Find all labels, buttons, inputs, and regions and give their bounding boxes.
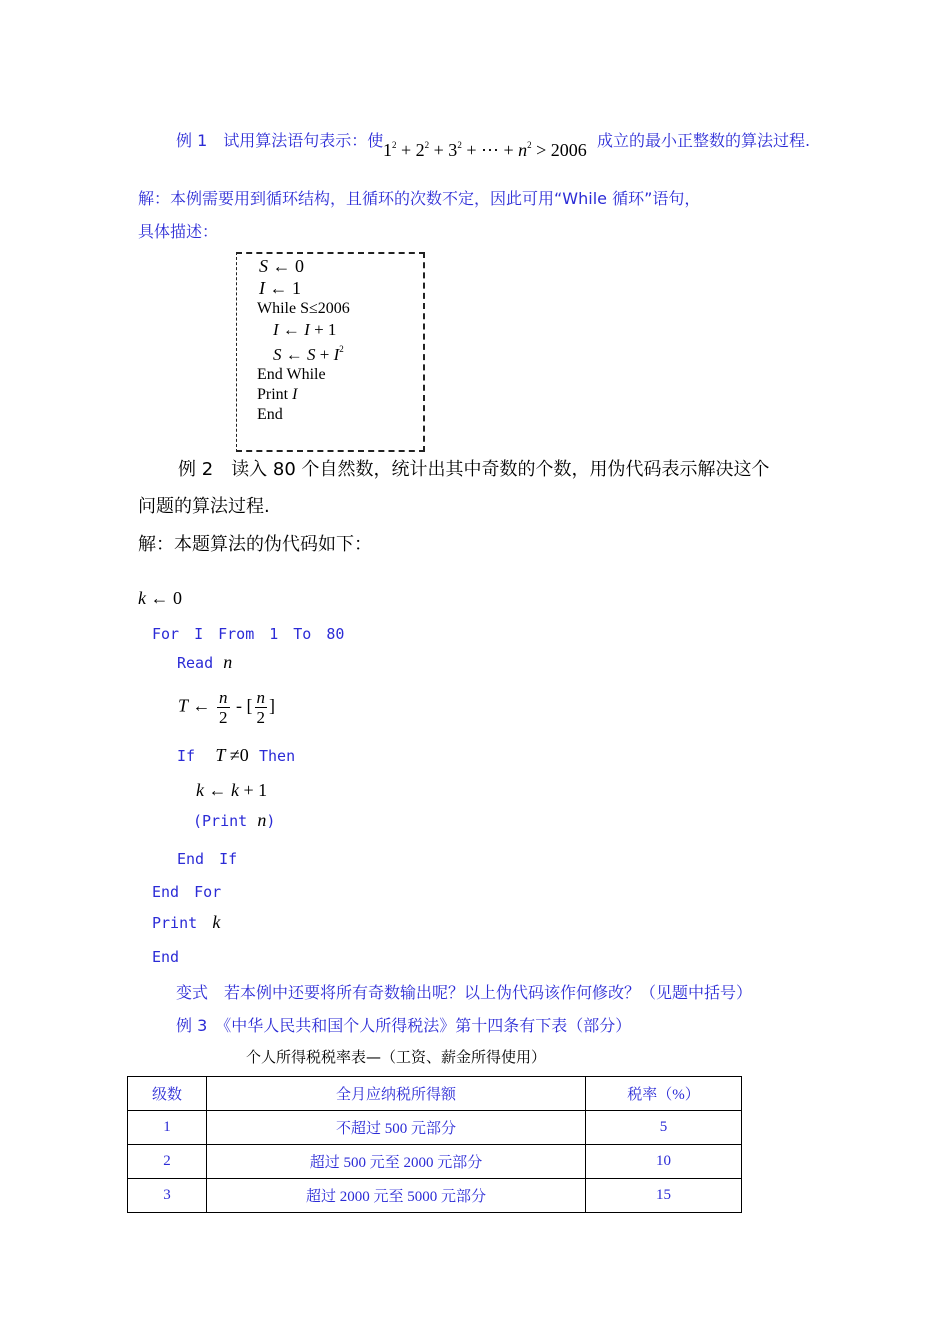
example1-solution-line1: 解：本例需要用到循环结构，且循环的次数不定，因此可用“While 循环”语句， bbox=[138, 189, 701, 208]
cell-income: 超过 2000 元至 5000 元部分 bbox=[207, 1179, 586, 1213]
pseudo-if: If T ≠0 Then bbox=[177, 745, 296, 765]
code-line-end-while: End While bbox=[257, 366, 326, 383]
code-line-s-init: S ← 0 bbox=[259, 256, 304, 276]
code-line-i-increment: I ← I + 1 bbox=[273, 320, 337, 339]
cell-level: 1 bbox=[128, 1111, 207, 1145]
cell-rate: 10 bbox=[586, 1145, 742, 1179]
example1-formula: $1^2 + 2^2 + 3^2$ + ⋯ + $n^2 > 2006$ bbox=[383, 140, 587, 160]
example2-solution: 解：本题算法的伪代码如下： bbox=[138, 534, 372, 555]
algorithm-code-box bbox=[236, 252, 425, 452]
cell-level: 2 bbox=[128, 1145, 207, 1179]
header-rate: 税率（%） bbox=[586, 1077, 742, 1111]
example1-suffix: 成立的最小正整数的算法过程. bbox=[597, 131, 811, 150]
pseudo-for: For I From 1 To 80 bbox=[152, 625, 345, 643]
cell-income: 不超过 500 元部分 bbox=[207, 1111, 586, 1145]
pseudo-end: End bbox=[152, 948, 180, 966]
table-header-row bbox=[128, 1077, 742, 1111]
pseudo-t-assign: T ← $\frac{n}{2}$ - [ $\frac{n}{2}$ ] bbox=[178, 688, 276, 727]
pseudo-end-for: End For bbox=[152, 883, 222, 901]
table-row bbox=[128, 1145, 742, 1179]
table-title: 个人所得税税率表—（工资、薪金所得使用） bbox=[246, 1048, 547, 1066]
example3-heading: 例 3 《中华人民共和国个人所得税法》第十四条有下表（部分） bbox=[176, 1016, 632, 1035]
code-line-while: While S≤2006 bbox=[257, 300, 350, 317]
pseudo-print: Print k bbox=[152, 912, 221, 932]
code-line-s-accumulate: S ← $S + I^2$ bbox=[273, 344, 344, 364]
cell-level: 3 bbox=[128, 1179, 207, 1213]
table-row bbox=[128, 1179, 742, 1213]
example2-line2: 问题的算法过程. bbox=[138, 496, 270, 517]
pseudo-k-init: k ← 0 bbox=[138, 588, 182, 608]
code-line-i-init: I ← 1 bbox=[259, 278, 301, 298]
example1-solution-line2: 具体描述： bbox=[138, 222, 219, 241]
table-row bbox=[128, 1111, 742, 1145]
cell-rate: 15 bbox=[586, 1179, 742, 1213]
header-income: 全月应纳税所得额 bbox=[207, 1077, 586, 1111]
cell-income: 超过 500 元至 2000 元部分 bbox=[207, 1145, 586, 1179]
header-level: 级数 bbox=[128, 1077, 207, 1111]
example2-line1: 例 2 读入 80 个自然数，统计出其中奇数的个数，用伪代码表示解决这个 bbox=[178, 459, 770, 480]
pseudo-print-optional: (Print n) bbox=[193, 810, 276, 830]
code-line-print: Print I bbox=[257, 386, 298, 403]
pseudo-end-if: End If bbox=[177, 850, 238, 868]
tax-rate-table bbox=[127, 1076, 742, 1213]
code-line-end: End bbox=[257, 406, 283, 423]
example1-heading: 例 1 试用算法语句表示：使 bbox=[176, 131, 384, 150]
pseudo-read: Read n bbox=[177, 652, 233, 672]
pseudo-k-increment: k ← k + 1 bbox=[196, 780, 268, 800]
variant-text: 变式 若本例中还要将所有奇数输出呢？以上伪代码该作何修改？（见题中括号） bbox=[176, 983, 753, 1002]
cell-rate: 5 bbox=[586, 1111, 742, 1145]
